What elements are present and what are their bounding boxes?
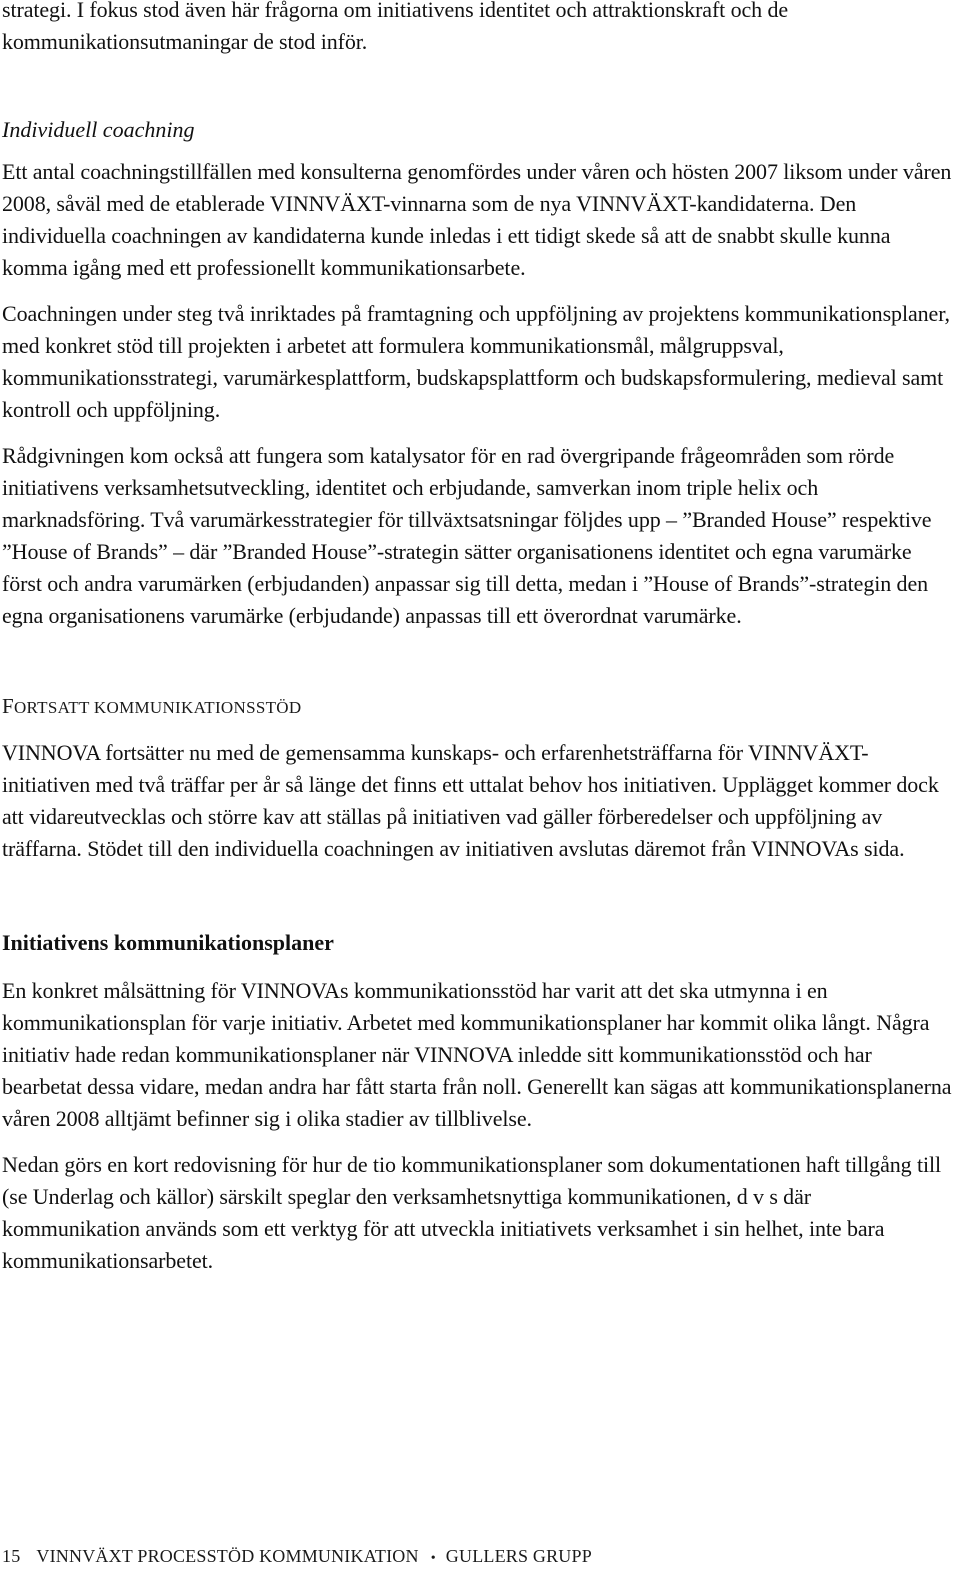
coaching-paragraph-1: Ett antal coachningstillfällen med konsulterna genomfördes under våren och hösten 2007 liksom under våren 2008, såväl med de etablerade VINNVÄXT-vinnarna som de nya VINNVÄXT-kandidaterna. Den individuella coachningen av kandidaterna kunde inledas i ett tidigt skede så att de snabbt skulle kunna komma igång med ett professionellt kommunikationsarbete.	[2, 159, 952, 280]
page-number: 15	[2, 1546, 21, 1566]
heading-rest: ORTSATT KOMMUNIKATIONSSTÖD	[13, 698, 302, 717]
page-footer	[2, 1546, 592, 1567]
coaching-heading: Individuell coachning	[2, 117, 195, 142]
continued-support-paragraph: VINNOVA fortsätter nu med de gemensamma kunskaps- och erfarenhetsträffarna för VINNVÄXT-initiativen med två träffar per år så länge det finns ett uttalat behov hos initiativen. Upplägget kommer dock att vidareutvecklas och större kav att ställas på initiativen vad gäller förberedelser och uppföljning av träffarna. Stödet till den individuella coachningen av initiativen avslutas däremot från VINNOVAs sida.	[2, 740, 939, 861]
continued-support-heading	[2, 694, 952, 719]
footer-title: VINNVÄXT PROCESSTÖD KOMMUNIKATION	[36, 1546, 419, 1566]
coaching-paragraph-2: Coachningen under steg två inriktades på framtagning och uppföljning av projektens kommunikationsplaner, med konkret stöd till projekten i arbetet att formulera kommunikationsmål, målgruppsval, kommunikationsstrategi, varumärkesplattform, budskapsplattform och budskapsformulering, medieval samt kontroll och uppföljning.	[2, 301, 950, 422]
document-page	[2, 0, 952, 1291]
intro-paragraph: strategi. I fokus stod även här frågorna om initiativens identitet och attraktionskraft och de kommunikationsutmaningar de stod inför.	[2, 0, 789, 54]
coaching-paragraph-3: Rådgivningen kom också att fungera som katalysator för en rad övergripande frågeområden som rörde initiativens verksamhetsutveckling, identitet och erbjudande, samverkan inom triple helix och marknadsföring. Två varumärkesstrategier för tillväxtsatsningar följdes upp – ”Branded House” respektive ”House of Brands” – där ”Branded House”-strategin sätter organisationens identitet och egna varumärke först och andra varumärken (erbjudanden) anpassar sig till detta, medan i ”House of Brands”-strategin den egna organisationens varumärke (erbjudande) anpassas till ett överordnat varumärke.	[2, 443, 932, 628]
footer-publisher: GULLERS GRUPP	[445, 1546, 592, 1566]
plans-paragraph-2: Nedan görs en kort redovisning för hur de tio kommunikationsplaner som dokumentationen haft tillgång till (se Underlag och källor) särskilt speglar den verksamhetsnyttiga kommunikationen, d v s där kommunikation används som ett verktyg för att utveckla initiativets verksamhet i sin helhet, inte bara kommunikationsarbetet.	[2, 1152, 941, 1273]
plans-paragraph-1: En konkret målsättning för VINNOVAs kommunikationsstöd har varit att det ska utmynna i en kommunikationsplan för varje initiativ. Arbetet med kommunikationsplaner har kommit olika långt. Några initiativ hade redan kommunikationsplaner när VINNOVA inledde sitt kommunikationsstöd och har bearbetat dessa vidare, medan andra har fått starta från noll. Generellt kan sägas att kommunikationsplanerna våren 2008 alltjämt befinner sig i olika stadier av tillblivelse.	[2, 978, 952, 1131]
footer-separator: •	[430, 1551, 436, 1566]
communication-plans-heading: Initiativens kommunikationsplaner	[2, 930, 334, 955]
heading-initial: F	[2, 694, 14, 718]
